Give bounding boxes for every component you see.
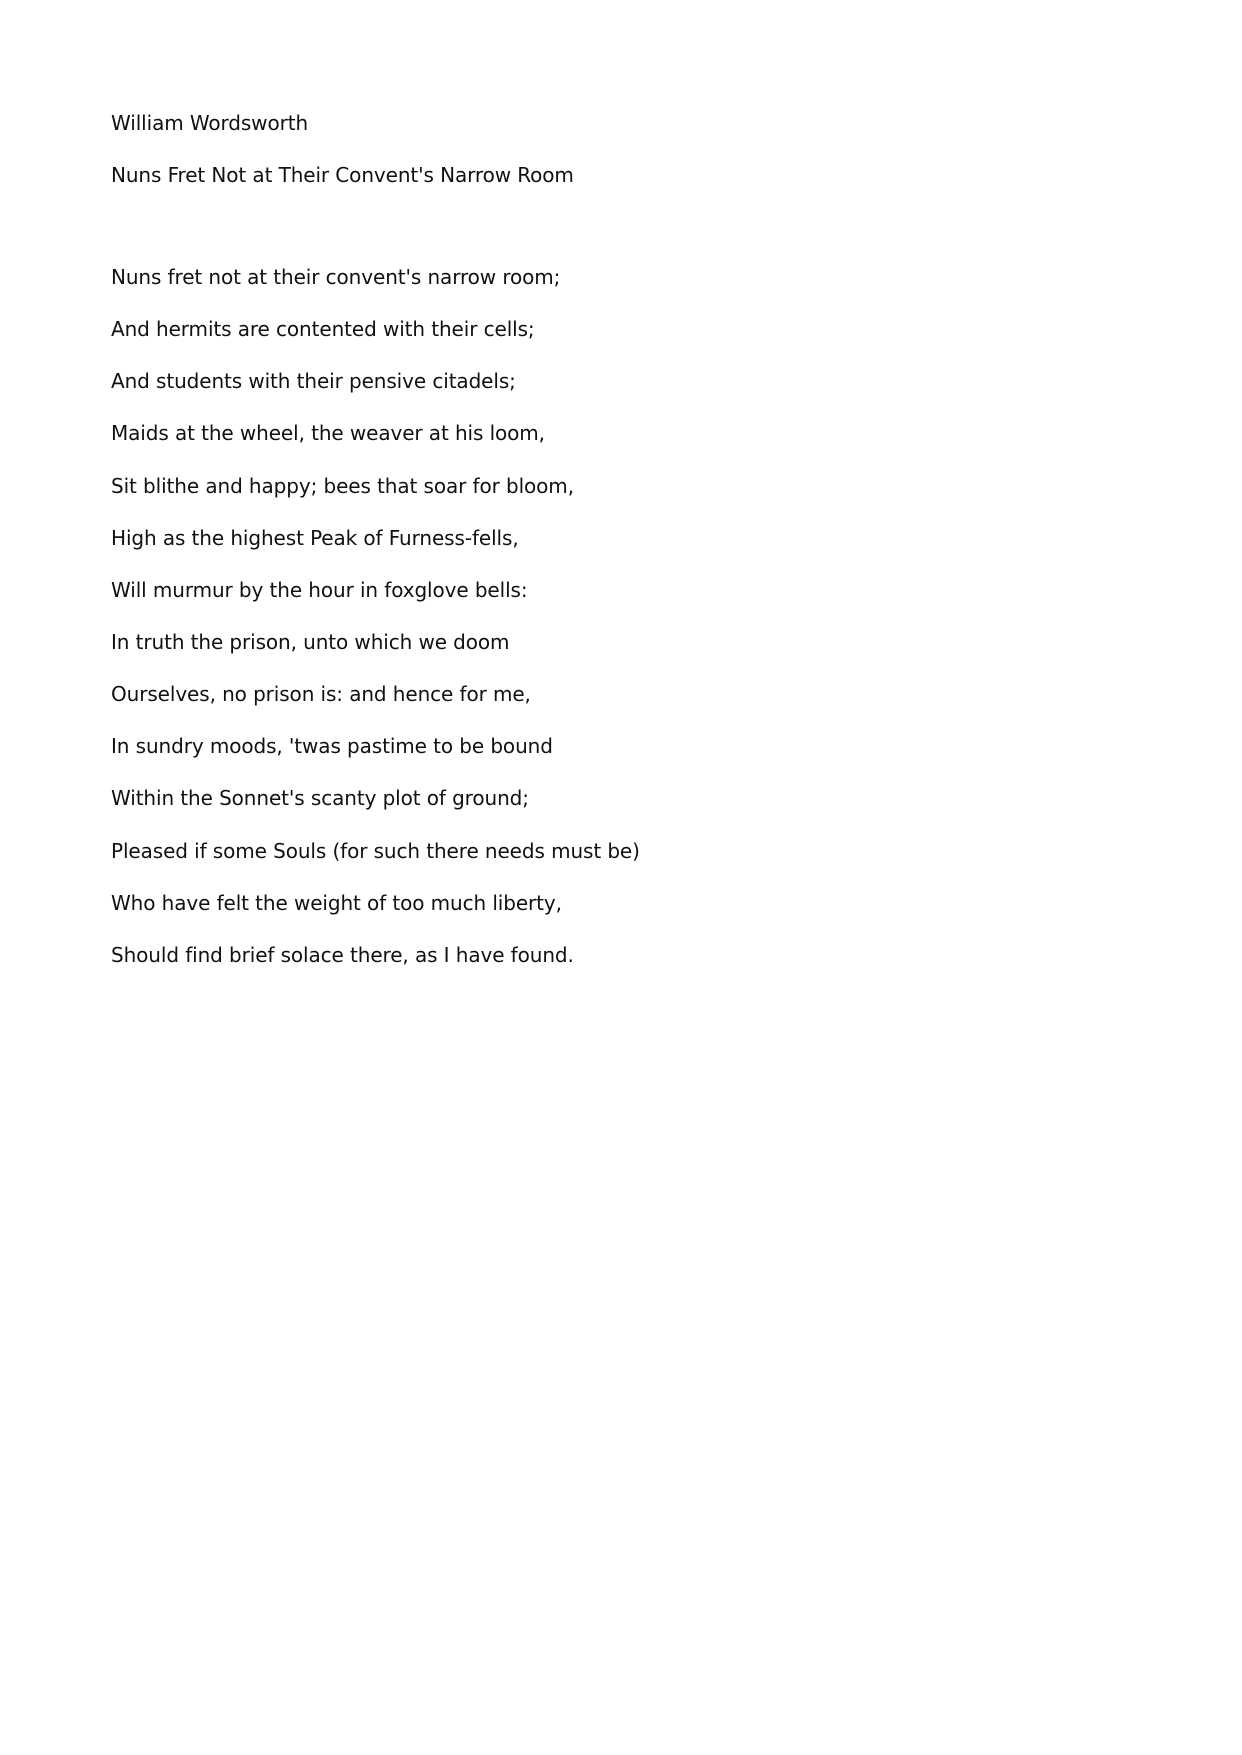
poem-line-2: And hermits are contented with their cells;: [111, 317, 535, 342]
poem-line-4: Maids at the wheel, the weaver at his loom,: [111, 421, 545, 446]
document-page: [111, 110, 1111, 994]
poem-line-5: Sit blithe and happy; bees that soar for bloom,: [111, 473, 574, 498]
poem-line-8: In truth the prison, unto which we doom: [111, 629, 510, 654]
poem-line-12: Pleased if some Souls (for such there needs must be): [111, 838, 640, 863]
poem-body: [111, 264, 1111, 994]
poem-author: William Wordsworth: [111, 111, 309, 135]
poem-line-13: Who have felt the weight of too much liberty,: [111, 890, 562, 915]
poem-line-7: Will murmur by the hour in foxglove bells:: [111, 577, 528, 602]
poem-line-3: And students with their pensive citadels;: [111, 369, 516, 394]
poem-line-11: Within the Sonnet's scanty plot of ground;: [111, 786, 529, 811]
poem-line-1: Nuns fret not at their convent's narrow room;: [111, 265, 561, 289]
poem-line-14: Should find brief solace there, as I have found.: [111, 942, 574, 967]
poem-line-9: Ourselves, no prison is: and hence for me,: [111, 682, 531, 707]
poem-line-6: High as the highest Peak of Furness-fells,: [111, 525, 519, 550]
poem-line-10: In sundry moods, 'twas pastime to be bound: [111, 734, 553, 759]
poem-title: Nuns Fret Not at Their Convent's Narrow Room: [111, 163, 574, 187]
stanza-spacer: [111, 214, 1111, 264]
